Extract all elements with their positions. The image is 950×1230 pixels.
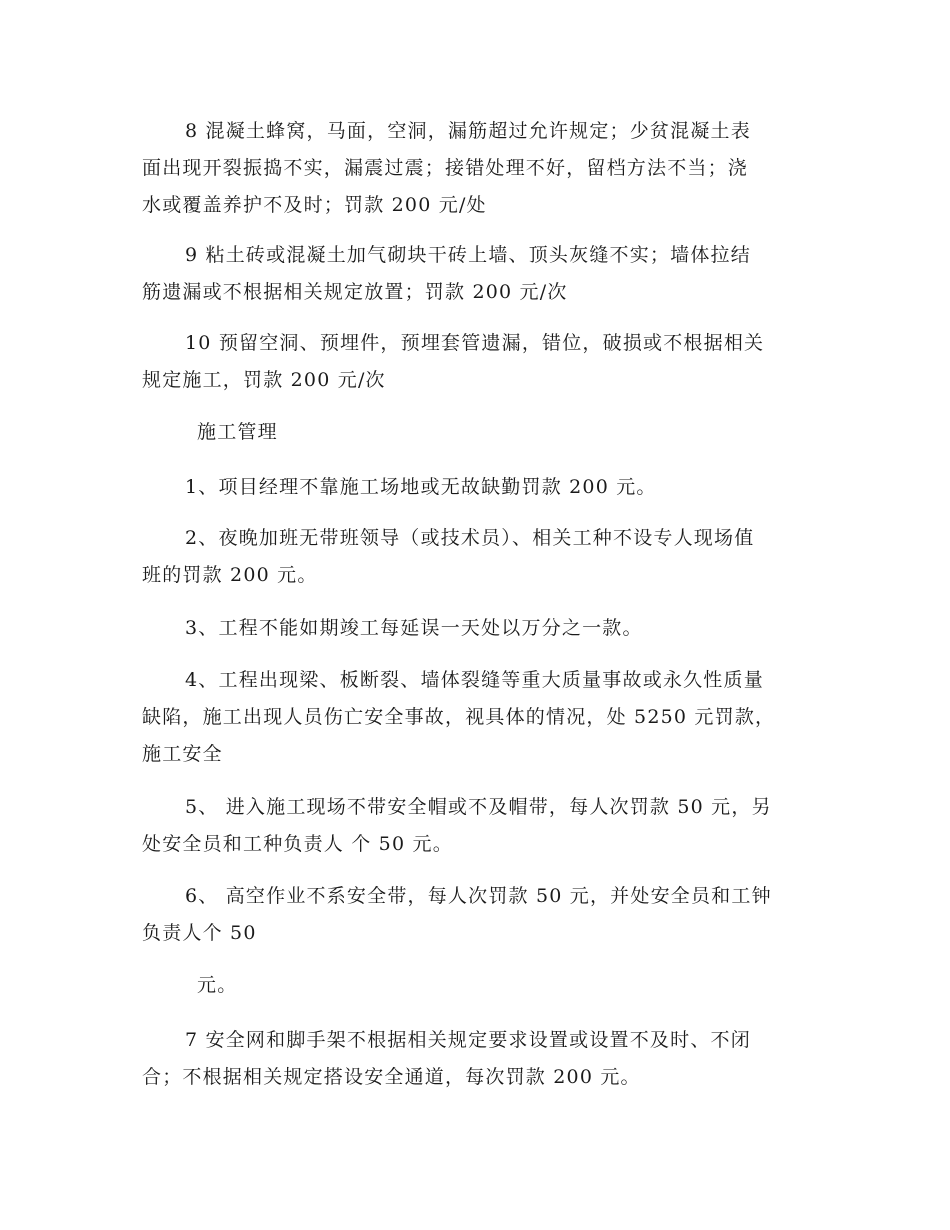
text-line: 7 安全网和脚手架不根据相关规定要求设置或设置不及时、不闭 — [185, 1029, 751, 1051]
text-line: 10 预留空洞、预埋件，预埋套管遗漏，错位，破损或不根据相关 — [185, 332, 765, 354]
text-line: 6、 高空作业不系安全带，每人次罚款 50 元，并处安全员和工钟 — [185, 885, 772, 907]
text-line: 缺陷，施工出现人员伤亡安全事故，视具体的情况，处 5250 元罚款， — [142, 706, 776, 728]
text-line: 8 混凝土蜂窝，马面，空洞，漏筋超过允许规定；少贫混凝土表 — [185, 120, 751, 142]
text-line: 1、项目经理不靠施工场地或无故缺勤罚款 200 元。 — [185, 476, 657, 498]
text-line: 面出现开裂振捣不实，漏震过震；接错处理不好，留档方法不当；浇 — [142, 157, 749, 179]
paragraph-item-10 — [142, 325, 812, 399]
text-line: 元。 — [197, 974, 238, 996]
heading-text: 施工管理 — [197, 421, 278, 443]
text-line: 4、工程出现梁、板断裂、墙体裂缝等重大质量事故或永久性质量 — [185, 669, 764, 691]
text-line: 3、工程不能如期竣工每延误一天处以万分之一款。 — [185, 617, 643, 639]
paragraph-management-1 — [142, 469, 812, 506]
paragraph-safety-6-continuation — [197, 967, 237, 1004]
text-line: 2、夜晚加班无带班领导（或技术员）、相关工种不设专人现场值 — [185, 527, 755, 549]
paragraph-safety-7 — [142, 1022, 812, 1096]
text-line: 合；不根据相关规定搭设安全通道，每次罚款 200 元。 — [142, 1066, 641, 1088]
paragraph-item-9 — [142, 237, 812, 311]
section-heading-construction-management — [197, 414, 278, 451]
text-line: 5、 进入施工现场不带安全帽或不及帽带，每人次罚款 50 元，另 — [185, 796, 772, 818]
text-line: 处安全员和工种负责人 个 50 元。 — [142, 833, 453, 855]
paragraph-safety-6 — [142, 878, 812, 952]
paragraph-item-8 — [142, 113, 812, 224]
paragraph-safety-5 — [142, 789, 812, 863]
text-line: 筋遗漏或不根据相关规定放置；罚款 200 元/次 — [142, 281, 568, 303]
text-line: 负责人个 50 — [142, 922, 257, 944]
text-line: 班的罚款 200 元。 — [142, 564, 318, 586]
paragraph-management-4 — [142, 662, 812, 773]
text-line: 9 粘土砖或混凝土加气砌块干砖上墙、顶头灰缝不实；墙体拉结 — [185, 244, 751, 266]
text-line: 施工安全 — [142, 743, 223, 765]
text-line: 规定施工，罚款 200 元/次 — [142, 369, 386, 391]
text-line: 水或覆盖养护不及时；罚款 200 元/处 — [142, 194, 487, 216]
paragraph-management-2 — [142, 520, 812, 594]
paragraph-management-3 — [142, 610, 812, 647]
